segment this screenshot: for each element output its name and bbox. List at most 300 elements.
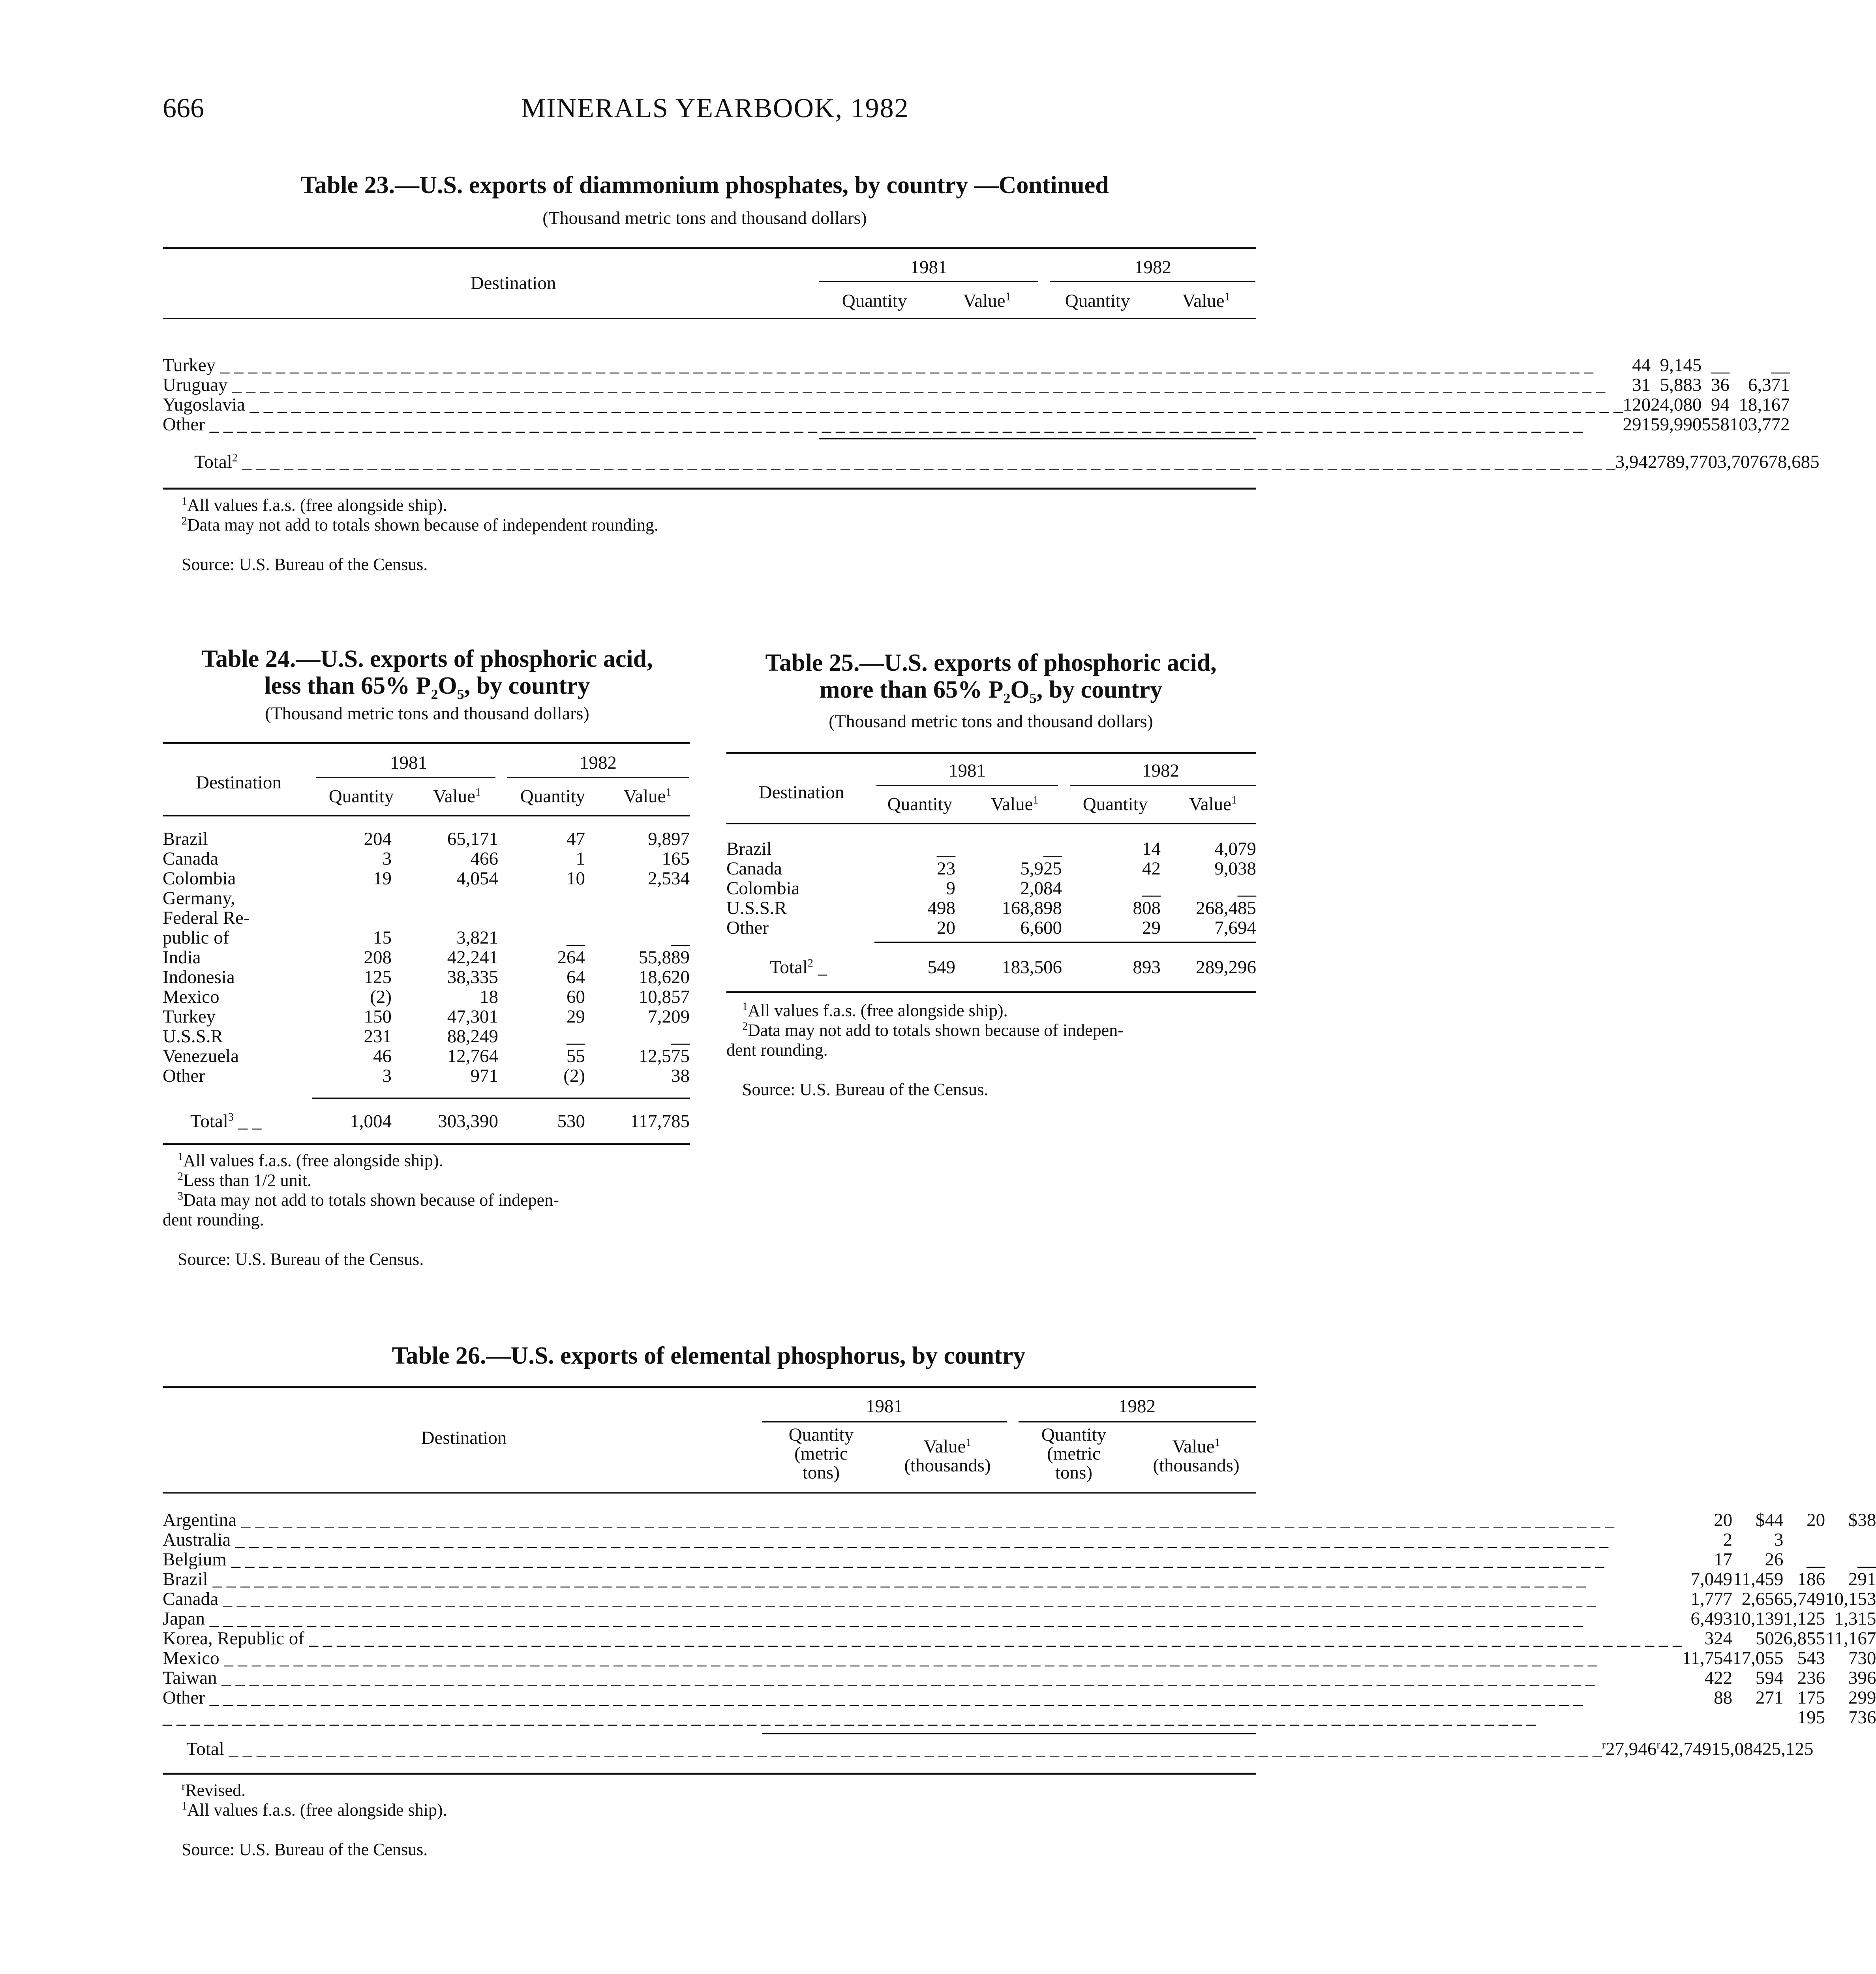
table-25-year-rule-1981 <box>876 785 1058 786</box>
table-23-total-row <box>163 452 1820 472</box>
cell-qty-1982: 264 <box>557 947 585 968</box>
cell-val-1982: 165 <box>662 848 690 869</box>
total-label: Total$^2$ _ <box>770 957 827 978</box>
table-25-year-1982: 1982 <box>1142 760 1179 781</box>
table-25-header-rule <box>726 823 1256 824</box>
cell-destination: Germany, <box>163 888 235 908</box>
table-24-footnote-3-cont: dent rounding. <box>163 1210 264 1229</box>
cell-val-1982 <box>1825 1530 1876 1550</box>
cell-destination: public of <box>163 927 229 948</box>
table-24-footnote-1: $^1$All values f.a.s. (free alongside ship). <box>178 1150 443 1170</box>
cell-qty-1981: 498 <box>927 898 955 918</box>
cell-qty-1981 <box>289 908 392 928</box>
table-25-title: Table 25.—U.S. exports of phosphoric acid, more than 65% $P_2O_5$, by country <box>765 649 1217 706</box>
cell-destination: Other <box>163 1066 205 1086</box>
table-25-year-rule-1982 <box>1070 785 1256 786</box>
table-25-val-header-1981: Value$^1$ <box>991 794 1039 814</box>
cell-destination: Belgium _ _ _ <box>163 1550 1682 1569</box>
cell-destination <box>163 1708 1682 1727</box>
cell-val-1982: 1,315 <box>1834 1608 1876 1629</box>
table-23-qty-header-1981: Quantity <box>842 291 907 311</box>
cell-val-1981: 789,770 <box>1657 452 1718 472</box>
table-24-bottom-rule <box>163 1143 690 1145</box>
cell-val-1982: 7,209 <box>648 1006 690 1027</box>
cell-qty-1982 <box>498 888 585 908</box>
table-26-source: Source: U.S. Bureau of the Census. <box>182 1840 428 1859</box>
table-24-footnote-3: $^3$Data may not add to totals shown because of indepen- <box>178 1190 559 1210</box>
cell-qty-1982: 195 <box>1797 1707 1825 1728</box>
table-23-footnote-2: $^2$Data may not add to totals shown because of independent rounding. <box>182 515 658 535</box>
cell-qty-1982: 42 <box>1142 858 1161 879</box>
cell-val-1982: 7,694 <box>1214 918 1256 938</box>
cell-val-1981: 11,459 <box>1733 1569 1784 1589</box>
cell-qty-1982: 1,125 <box>1783 1608 1825 1629</box>
table-row <box>163 869 690 888</box>
cell-val-1982: 9,897 <box>648 829 690 849</box>
table-26-val-header-1981: Value$^1$ (thousands) <box>904 1436 991 1476</box>
table-23-val-header-1982: Value$^1$ <box>1182 291 1230 311</box>
table-26-footnote-1: $^1$All values f.a.s. (free alongside ship). <box>182 1800 447 1820</box>
cell-qty-1982: 893 <box>1133 957 1161 978</box>
cell-val-1982: 117,785 <box>630 1111 690 1131</box>
table-row <box>163 395 1790 415</box>
table-row <box>163 967 690 987</box>
cell-val-1981: __ <box>1043 839 1062 859</box>
cell-val-1982: __ <box>671 1026 690 1047</box>
total-label: Total$^2$ _ _ _ <box>163 452 1615 472</box>
table-26-qty-header-1982: Quantity (metric tons) <box>1041 1424 1107 1483</box>
cell-val-1981: 5,883 <box>1660 375 1702 395</box>
cell-qty-1982: (2) <box>563 1066 585 1086</box>
cell-val-1981 <box>392 888 498 908</box>
table-row <box>163 1046 690 1066</box>
cell-val-1981: 2,656 <box>1741 1589 1784 1609</box>
table-23-footnote-1: $^1$All values f.a.s. (free alongside ship). <box>182 495 447 515</box>
table-26-destination-header: Destination <box>421 1428 507 1448</box>
cell-val-1982: 289,296 <box>1196 957 1256 978</box>
cell-val-1982: 12,575 <box>638 1046 690 1066</box>
table-24-header-rule <box>163 815 690 816</box>
table-25-total-rule <box>874 942 1256 943</box>
table-26 <box>163 1510 1876 1727</box>
cell-qty-1982: 29 <box>1142 918 1161 938</box>
cell-val-1981: 502 <box>1755 1628 1784 1649</box>
cell-qty-1981: 9 <box>946 878 955 899</box>
table-24 <box>163 829 690 1086</box>
table-23-year-rule-1982 <box>1050 281 1255 282</box>
cell-val-1982 <box>585 908 690 928</box>
table-25-footnote-2-cont: dent rounding. <box>726 1040 828 1060</box>
table-24-subtitle: (Thousand metric tons and thousand dollars) <box>265 703 589 723</box>
cell-destination: Other _ _ _ <box>163 1688 1682 1708</box>
cell-qty-1981: __ <box>937 839 955 859</box>
table-26-title: Table 26.—U.S. exports of elemental phosphorus, by country <box>392 1342 1026 1369</box>
cell-qty-1982: 64 <box>567 967 585 987</box>
cell-destination: Brazil <box>163 829 208 849</box>
table-row <box>163 1026 690 1046</box>
cell-destination: U.S.S.R <box>163 1026 223 1047</box>
cell-qty-1981: 204 <box>364 829 392 849</box>
table-25-total-row <box>726 957 1256 977</box>
cell-val-1981: 47,301 <box>447 1006 498 1027</box>
cell-val-1982: 38 <box>671 1066 690 1086</box>
cell-val-1982: 736 <box>1848 1707 1876 1728</box>
cell-val-1981: 303,390 <box>438 1111 498 1131</box>
cell-val-1982: 396 <box>1848 1668 1876 1688</box>
cell-destination: Japan _ _ _ <box>163 1609 1682 1629</box>
table-row <box>163 849 690 869</box>
cell-qty-1981: 291 <box>1623 414 1651 435</box>
table-24-year-rule-1981 <box>316 777 495 778</box>
table-row <box>726 898 1256 918</box>
cell-qty-1982: 186 <box>1797 1569 1825 1589</box>
table-25-destination-header: Destination <box>758 782 844 803</box>
cell-destination: Turkey <box>163 1006 216 1027</box>
table-row <box>163 1708 1876 1727</box>
table-25-qty-header-1981: Quantity <box>887 794 953 814</box>
cell-destination: Federal Re- <box>163 908 250 928</box>
table-row <box>163 1668 1876 1688</box>
cell-qty-1982: 6,855 <box>1783 1628 1825 1649</box>
cell-val-1982: 18,167 <box>1739 394 1790 415</box>
cell-val-1982: 11,167 <box>1825 1628 1876 1649</box>
cell-val-1982: __ <box>1238 878 1256 899</box>
table-26-val-header-1982: Value$^1$ (thousands) <box>1153 1436 1240 1476</box>
cell-qty-1981: 7,049 <box>1690 1569 1733 1589</box>
table-row <box>163 987 690 1007</box>
cell-val-1982: 9,038 <box>1214 858 1256 879</box>
cell-qty-1982: 20 <box>1807 1510 1825 1530</box>
table-row <box>163 1648 1876 1668</box>
cell-qty-1981: 46 <box>373 1046 392 1066</box>
cell-qty-1981: 150 <box>364 1006 392 1027</box>
cell-destination: Other _ _ _ <box>163 415 1623 434</box>
cell-val-1982: 291 <box>1848 1569 1876 1589</box>
cell-destination: Australia _ _ _ <box>163 1530 1682 1550</box>
cell-val-1981: 88,249 <box>447 1026 498 1047</box>
table-23-destination-header: Destination <box>470 273 556 293</box>
cell-qty-1981: 3,942 <box>1615 452 1657 472</box>
cell-val-1982: 268,485 <box>1196 898 1256 918</box>
cell-destination: Canada <box>163 848 218 869</box>
table-row <box>163 1007 690 1026</box>
cell-destination: Mexico _ _ _ <box>163 1648 1682 1668</box>
cell-val-1981: 9,145 <box>1660 355 1702 375</box>
cell-qty-1981: 31 <box>1632 375 1651 395</box>
table-row <box>163 1550 1876 1569</box>
cell-destination: Other <box>726 918 769 938</box>
cell-qty-1981: 20 <box>1714 1510 1733 1530</box>
table-25-subtitle: (Thousand metric tons and thousand dollars) <box>829 711 1153 731</box>
table-24-title: Table 24.—U.S. exports of phosphoric acid, less than 65% $P_2O_5$, by country <box>201 645 653 702</box>
cell-qty-1982 <box>498 908 585 928</box>
table-23-total-rule <box>819 438 1256 439</box>
cell-val-1982: __ <box>1857 1549 1876 1570</box>
cell-qty-1981: 1,777 <box>1690 1589 1733 1609</box>
table-row <box>163 1510 1876 1530</box>
cell-qty-1981: 422 <box>1704 1668 1733 1688</box>
cell-qty-1981: 19 <box>373 868 392 889</box>
table-row <box>163 1066 690 1086</box>
table-row <box>163 948 690 967</box>
running-title: MINERALS YEARBOOK, 1982 <box>521 93 909 124</box>
table-23-year-1981: 1981 <box>910 257 947 278</box>
total-label: Total$^3$ _ _ <box>190 1111 262 1131</box>
table-25-footnote-1: $^1$All values f.a.s. (free alongside ship). <box>742 1000 1008 1020</box>
table-row <box>163 1569 1876 1589</box>
cell-val-1981: 2,084 <box>1020 878 1062 899</box>
table-23-header-rule <box>163 318 1256 319</box>
table-24-total-rule <box>312 1098 690 1099</box>
cell-val-1982: __ <box>1771 355 1790 375</box>
table-26-header-rule <box>163 1492 1256 1494</box>
cell-qty-1982: 236 <box>1797 1668 1825 1688</box>
cell-qty-1981: 44 <box>1632 355 1651 375</box>
cell-destination: Colombia <box>163 868 236 889</box>
cell-val-1981: 65,171 <box>447 829 498 849</box>
cell-qty-1981: (2) <box>370 987 392 1007</box>
cell-qty-1981: 17 <box>1714 1549 1733 1570</box>
cell-val-1981: 59,990 <box>1651 414 1702 435</box>
table-25-total <box>726 957 1256 977</box>
cell-qty-1981: 20 <box>937 918 955 938</box>
cell-val-1981 <box>1732 1708 1783 1727</box>
cell-qty-1982: 94 <box>1711 394 1730 415</box>
cell-qty-1981: 88 <box>1714 1687 1733 1708</box>
table-23-qty-header-1982: Quantity <box>1065 291 1130 311</box>
table-23-title: Table 23.—U.S. exports of diammonium phosphates, by country —Continued <box>300 172 1109 199</box>
cell-destination: Brazil <box>726 839 772 859</box>
table-row <box>163 1589 1876 1609</box>
table-26-total-row <box>163 1731 1813 1759</box>
cell-val-1981: 17,055 <box>1732 1648 1784 1668</box>
cell-qty-1982: 543 <box>1797 1648 1825 1668</box>
cell-val-1981: 38,335 <box>447 967 498 987</box>
cell-val-1982: __ <box>671 927 690 948</box>
cell-qty-1982: __ <box>1711 355 1730 375</box>
cell-destination: Turkey _ _ _ <box>163 355 1623 375</box>
cell-val-1981: 183,506 <box>1002 957 1062 978</box>
table-26-year-rule-1981 <box>762 1421 1007 1422</box>
cell-val-1982: 6,371 <box>1748 375 1790 395</box>
cell-destination: Indonesia <box>163 967 235 987</box>
table-row <box>163 1629 1876 1648</box>
table-23-subtitle: (Thousand metric tons and thousand dollars) <box>542 208 867 228</box>
cell-qty-1982: 175 <box>1797 1687 1825 1708</box>
table-24-total <box>163 1111 690 1131</box>
cell-destination: Mexico <box>163 987 219 1007</box>
cell-val-1981: 26 <box>1765 1549 1784 1570</box>
cell-val-1981: 3 <box>1774 1529 1784 1550</box>
cell-val-1981: 42,241 <box>447 947 498 968</box>
cell-val-1981: 5,925 <box>1020 858 1062 879</box>
cell-destination: U.S.S.R <box>726 898 787 918</box>
table-row <box>726 878 1256 898</box>
cell-qty-1981: 324 <box>1704 1628 1733 1649</box>
table-25-qty-header-1982: Quantity <box>1082 794 1148 814</box>
table-26-year-1982: 1982 <box>1118 1396 1156 1417</box>
cell-val-1982: 103,772 <box>1729 414 1790 435</box>
cell-val-1981 <box>392 908 498 928</box>
table-row <box>163 908 690 928</box>
cell-qty-1982: 15,084 <box>1711 1739 1763 1759</box>
table-row <box>163 355 1790 375</box>
cell-qty-1982: __ <box>1142 878 1161 899</box>
cell-qty-1982: 1 <box>576 848 585 869</box>
cell-qty-1981: 11,754 <box>1682 1648 1733 1668</box>
table-23-year-rule-1981 <box>819 281 1038 282</box>
table-25-source: Source: U.S. Bureau of the Census. <box>742 1080 989 1099</box>
cell-val-1982: 55,889 <box>638 947 690 968</box>
cell-qty-1982: 3,707 <box>1717 452 1759 472</box>
table-25 <box>726 839 1256 938</box>
cell-qty-1981 <box>289 888 392 908</box>
cell-val-1981: 12,764 <box>447 1046 498 1066</box>
table-24-val-header-1981: Value$^1$ <box>433 786 481 807</box>
cell-destination: Uruguay _ _ _ <box>163 375 1623 395</box>
table-23-source: Source: U.S. Bureau of the Census. <box>182 555 428 574</box>
cell-qty-1981: 15 <box>373 927 392 948</box>
cell-qty-1982: __ <box>567 927 585 948</box>
table-24-footnote-2: $^2$Less than 1/2 unit. <box>178 1170 312 1190</box>
cell-destination: Argentina _ _ _ <box>163 1510 1682 1530</box>
cell-qty-1982: 5,749 <box>1783 1589 1825 1609</box>
cell-val-1982: 18,620 <box>638 967 690 987</box>
table-row <box>163 928 690 948</box>
cell-qty-1982: 808 <box>1133 898 1161 918</box>
cell-qty-1981: 125 <box>364 967 392 987</box>
cell-qty-1981: 23 <box>937 858 955 879</box>
cell-val-1982: $38 <box>1848 1510 1876 1530</box>
cell-qty-1982: __ <box>567 1026 585 1047</box>
table-25-val-header-1982: Value$^1$ <box>1189 794 1237 814</box>
cell-val-1982: 299 <box>1848 1687 1876 1708</box>
cell-qty-1982: 60 <box>567 987 585 1007</box>
cell-qty-1981: 2 <box>1723 1529 1733 1550</box>
cell-val-1982: 10,857 <box>638 987 690 1007</box>
table-row <box>163 375 1790 395</box>
table-23-year-1982: 1982 <box>1134 257 1171 278</box>
table-26-footnote-r: $^r$Revised. <box>182 1780 246 1800</box>
table-24-year-rule-1982 <box>507 777 689 778</box>
table-row <box>163 1688 1876 1708</box>
table-row <box>163 1609 1876 1629</box>
cell-destination: Korea, Republic of _ _ _ <box>163 1629 1682 1648</box>
cell-qty-1982: 10 <box>567 868 585 889</box>
cell-val-1981: 4,054 <box>456 868 498 889</box>
cell-destination: Canada _ _ _ <box>163 1589 1682 1609</box>
cell-val-1982: 730 <box>1848 1648 1876 1668</box>
table-row <box>163 829 690 849</box>
cell-qty-1982: 55 <box>567 1046 585 1066</box>
cell-val-1982 <box>585 888 690 908</box>
table-24-year-1982: 1982 <box>580 752 617 773</box>
cell-val-1982: 678,685 <box>1759 452 1820 472</box>
table-26-year-1981: 1981 <box>866 1396 903 1417</box>
cell-val-1981: 271 <box>1755 1687 1784 1708</box>
table-24-destination-header: Destination <box>196 772 281 793</box>
cell-val-1981: 24,080 <box>1651 394 1702 415</box>
cell-qty-1982: 14 <box>1142 839 1161 859</box>
cell-qty-1981: 3 <box>382 848 392 869</box>
cell-qty-1981: 208 <box>364 947 392 968</box>
cell-qty-1981: 1,004 <box>350 1111 392 1131</box>
table-23-bottom-rule <box>163 488 1256 490</box>
cell-val-1981: $^r$42,749 <box>1657 1739 1711 1759</box>
cell-val-1982: 25,125 <box>1762 1739 1814 1759</box>
cell-qty-1981: 120 <box>1623 394 1651 415</box>
cell-qty-1981 <box>1682 1708 1733 1727</box>
cell-qty-1981: 6,493 <box>1690 1608 1733 1629</box>
table-24-year-1981: 1981 <box>390 752 427 773</box>
table-25-bottom-rule <box>726 991 1256 993</box>
cell-destination: Canada <box>726 858 782 879</box>
table-24-qty-header-1981: Quantity <box>328 786 394 807</box>
cell-val-1981: 6,600 <box>1020 918 1062 938</box>
cell-qty-1982: 530 <box>557 1111 585 1131</box>
total-label: Total _ _ _ <box>163 1731 1602 1759</box>
table-25-top-rule <box>726 752 1256 754</box>
table-26-total <box>163 1731 1813 1759</box>
cell-destination: Yugoslavia _ _ _ <box>163 395 1623 415</box>
cell-destination: Colombia <box>726 878 800 899</box>
cell-val-1981: 594 <box>1755 1668 1784 1688</box>
cell-qty-1982: 36 <box>1711 375 1730 395</box>
cell-val-1982: 10,153 <box>1825 1589 1876 1609</box>
table-row <box>163 415 1790 434</box>
table-25-year-1981: 1981 <box>949 760 986 781</box>
cell-val-1982: 4,079 <box>1214 839 1256 859</box>
cell-val-1981: 971 <box>470 1066 498 1086</box>
table-24-qty-header-1982: Quantity <box>520 786 585 807</box>
table-24-top-rule <box>163 742 690 744</box>
page-number: 666 <box>163 93 204 124</box>
table-23-total <box>163 452 1820 472</box>
table-row <box>163 888 690 908</box>
table-26-qty-header-1981: Quantity (metric tons) <box>788 1424 854 1483</box>
table-26-top-rule <box>163 1386 1256 1388</box>
table-26-year-rule-1982 <box>1019 1421 1256 1422</box>
table-23-val-header-1981: Value$^1$ <box>963 291 1011 311</box>
cell-destination: Venezuela <box>163 1046 239 1066</box>
table-25-footnote-2: $^2$Data may not add to totals shown because of indepen- <box>742 1020 1124 1040</box>
table-23-top-rule <box>163 247 1256 249</box>
cell-qty-1982: 47 <box>567 829 585 849</box>
table-24-source: Source: U.S. Bureau of the Census. <box>178 1250 424 1269</box>
cell-destination: Brazil _ _ _ <box>163 1569 1682 1589</box>
table-24-total-row <box>163 1111 690 1131</box>
table-row <box>726 918 1256 938</box>
cell-destination: Taiwan _ _ _ <box>163 1668 1682 1688</box>
cell-qty-1982: 558 <box>1702 414 1730 435</box>
table-row <box>163 1530 1876 1550</box>
cell-val-1981: 3,821 <box>456 927 498 948</box>
cell-val-1981: 466 <box>470 848 498 869</box>
cell-qty-1982: 29 <box>567 1006 585 1027</box>
cell-val-1981: 10,139 <box>1732 1608 1784 1629</box>
cell-qty-1982 <box>1783 1530 1825 1550</box>
cell-qty-1981: $^r$27,946 <box>1602 1739 1657 1759</box>
cell-val-1982: 2,534 <box>648 868 690 889</box>
table-26-bottom-rule <box>163 1773 1256 1775</box>
table-23 <box>163 355 1790 434</box>
cell-qty-1981: 231 <box>364 1026 392 1047</box>
cell-val-1981: 168,898 <box>1002 898 1062 918</box>
cell-qty-1981: 549 <box>927 957 955 978</box>
table-row <box>726 839 1256 859</box>
cell-destination: India <box>163 947 201 968</box>
cell-val-1981: 18 <box>480 987 498 1007</box>
